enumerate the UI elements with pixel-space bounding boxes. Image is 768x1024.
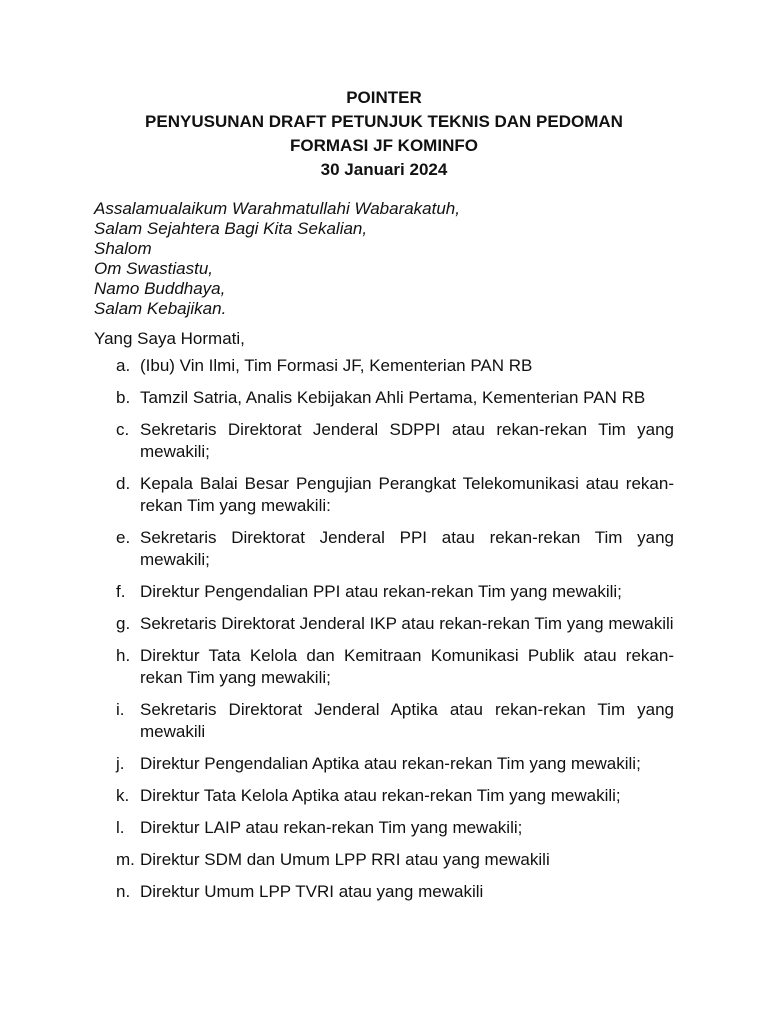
greeting-line: Namo Buddhaya, [94,279,226,298]
greeting-line: Salam Sejahtera Bagi Kita Sekalian, [94,219,368,238]
greeting-line: Assalamualaikum Warahmatullahi Wabarakatuh, [94,199,460,218]
list-item [0,473,768,517]
list-item [0,817,768,839]
list-marker: n. [116,882,131,901]
list-item-text: Sekretaris Direktorat Jenderal SDPPI atau rekan-rekan Tim yang mewakili; [140,420,674,461]
list-marker: f. [116,582,126,601]
title-line-2: PENYUSUNAN DRAFT PETUNJUK TEKNIS DAN PEDOMAN [145,112,623,131]
list-item-text: Direktur SDM dan Umum LPP RRI atau yang mewakili [140,850,550,869]
list-item-text: Sekretaris Direktorat Jenderal PPI atau rekan-rekan Tim yang mewakili; [140,528,674,569]
list-marker: l. [116,818,125,837]
list-item [0,753,768,775]
list-item-text: Direktur Pengendalian Aptika atau rekan-rekan Tim yang mewakili; [140,754,641,773]
list-item-text: Sekretaris Direktorat Jenderal Aptika atau rekan-rekan Tim yang mewakili [140,700,674,741]
list-item-text: Direktur LAIP atau rekan-rekan Tim yang mewakili; [140,818,523,837]
document-title [0,86,768,182]
list-item [0,387,768,409]
list-marker: d. [116,474,131,493]
title-line-3: FORMASI JF KOMINFO [290,136,478,155]
greeting-line: Salam Kebajikan. [94,299,227,318]
list-item [0,355,768,377]
greeting-block [94,199,694,319]
list-item-text: Kepala Balai Besar Pengujian Perangkat Telekomunikasi atau rekan-rekan Tim yang mewakili: [140,474,674,515]
list-marker: k. [116,786,130,805]
list-item-text: (Ibu) Vin Ilmi, Tim Formasi JF, Kementerian PAN RB [140,356,533,375]
list-item [0,699,768,743]
list-marker: i. [116,700,125,719]
list-item [0,645,768,689]
list-item [0,785,768,807]
title-date: 30 Januari 2024 [320,160,448,179]
list-item-text: Direktur Tata Kelola Aptika atau rekan-rekan Tim yang mewakili; [140,786,621,805]
list-item [0,581,768,603]
greeting-line: Om Swastiastu, [94,259,214,278]
title-line-1: POINTER [346,88,422,107]
list-item [0,419,768,463]
list-marker: h. [116,646,131,665]
list-item [0,881,768,903]
list-marker: c. [116,420,130,439]
attendee-list [0,355,768,913]
list-marker: a. [116,356,131,375]
list-item-text: Tamzil Satria, Analis Kebijakan Ahli Pertama, Kementerian PAN RB [140,388,646,407]
list-marker: e. [116,528,131,547]
list-marker: j. [116,754,125,773]
salutation: Yang Saya Hormati, [94,329,245,348]
list-item-text: Direktur Umum LPP TVRI atau yang mewakili [140,882,484,901]
list-marker: g. [116,614,131,633]
list-item [0,849,768,871]
list-marker: m. [116,850,135,869]
list-item-text: Direktur Pengendalian PPI atau rekan-rekan Tim yang mewakili; [140,582,622,601]
list-item [0,527,768,571]
list-item [0,613,768,635]
list-item-text: Direktur Tata Kelola dan Kemitraan Komunikasi Publik atau rekan-rekan Tim yang mewakili; [140,646,674,687]
list-item-text: Sekretaris Direktorat Jenderal IKP atau rekan-rekan Tim yang mewakili [140,614,674,633]
list-marker: b. [116,388,131,407]
greeting-line: Shalom [94,239,152,258]
